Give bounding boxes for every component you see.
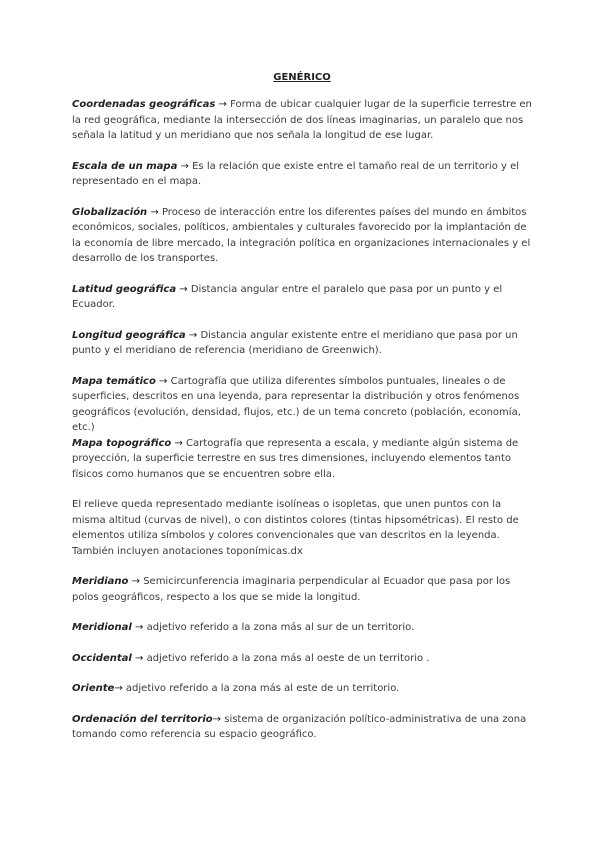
glossary-entry-ordenacion: [72, 712, 532, 743]
glossary-entry-oriente: [72, 681, 532, 697]
entry-term: Globalización: [72, 206, 148, 218]
glossary-entry-coordenadas: [72, 97, 532, 144]
glossary-entry-mapa-topografico: [72, 436, 532, 483]
glossary-entry-meridiano: [72, 574, 532, 605]
entry-term: Occidental: [72, 652, 132, 664]
arrow-icon: →: [179, 283, 188, 295]
entry-definition: adjetivo referido a la zona más al oeste de un territorio .: [146, 652, 430, 664]
arrow-icon: →: [159, 375, 168, 387]
entry-definition: Forma de ubicar cualquier lugar de la superficie terrestre en la red geográfica, mediante la intersección de dos líneas imaginarias, un paralelo que nos señala la latitud y un meridiano que nos señala la longitud de ese lugar.: [72, 99, 532, 141]
arrow-icon: →: [212, 713, 222, 725]
arrow-icon: →: [174, 437, 183, 449]
entry-term: Meridional: [72, 622, 132, 633]
document-page: [72, 72, 532, 758]
arrow-icon: →: [135, 622, 144, 633]
arrow-icon: →: [188, 329, 198, 341]
glossary-entry-mapa-tematico: [72, 374, 532, 436]
arrow-icon: →: [218, 99, 227, 110]
entry-definition: adjetivo referido a la zona más al este de un territorio.: [125, 683, 400, 694]
entry-term: Longitud geográfica: [72, 329, 186, 341]
relieve-paragraph: [72, 497, 532, 559]
entry-term: Coordenadas geográficas: [72, 99, 216, 110]
arrow-icon: →: [131, 576, 140, 587]
entry-definition: Es la relación que existe entre el tamaño real de un territorio y el representado en el mapa.: [72, 160, 520, 187]
entry-definition: adjetivo referido a la zona más al sur de un territorio.: [146, 622, 415, 633]
entry-definition: El relieve queda representado mediante isolíneas o isopletas, que unen puntos con la misma altitud (curvas de nivel), o con distintos colores (tintas hipsométricas). El resto de elementos utiliza símbolos y colores convencionales que van descritos en la leyenda. También incluyen anotaciones toponímicas.dx: [72, 499, 519, 557]
entry-term: Mapa temático: [72, 375, 156, 387]
glossary-entry-occidental: [72, 651, 532, 667]
glossary-entry-longitud: [72, 328, 532, 359]
entry-term: Meridiano: [72, 576, 129, 587]
entry-definition: Proceso de interacción entre los diferentes países del mundo en ámbitos económicos, sociales, políticos, ambientales y culturales favorecido por la implantación de la economía de libre mercado, la integración política en organizaciones internacionales y el desarrollo de los transportes.: [72, 206, 531, 264]
entry-term: Latitud geográfica: [72, 283, 177, 295]
glossary-entry-escala: [72, 159, 532, 190]
glossary-entry-meridional: [72, 620, 532, 636]
arrow-icon: →: [150, 206, 159, 218]
entry-definition: Cartografía que utiliza diferentes símbolos puntuales, lineales o de superficies, descritos en una leyenda, para representar la distribución y otros fenómenos geográficos (evolución, densidad, flujos, etc.) de un tema concreto (población, economía, etc.): [72, 375, 521, 433]
glossary-entry-latitud: [72, 282, 532, 313]
glossary-entry-globalizacion: [72, 205, 532, 267]
entry-definition: Distancia angular entre el paralelo que pasa por un punto y el Ecuador.: [72, 283, 503, 310]
entry-term: Ordenación del territorio: [72, 713, 213, 725]
entry-term: Escala de un mapa: [72, 160, 178, 172]
arrow-icon: →: [180, 160, 189, 172]
entry-definition: Distancia angular existente entre el meridiano que pasa por un punto y el meridiano de referencia (meridiano de Greenwich).: [72, 329, 518, 356]
entry-definition: Cartografía que representa a escala, y mediante algún sistema de proyección, la superficie terrestre en sus tres dimensiones, incluyendo elementos tanto físicos como humanos que se encuentren sobre ella.: [72, 437, 519, 480]
entry-term: Oriente: [72, 683, 115, 694]
entry-definition: sistema de organización político-administrativa de una zona tomando como referencia su espacio geográfico.: [72, 713, 527, 740]
arrow-icon: →: [135, 652, 144, 664]
arrow-icon: →: [114, 683, 123, 694]
page-title: GENÉRICO: [273, 72, 331, 83]
entry-definition: Semicircunferencia imaginaria perpendicular al Ecuador que pasa por los polos geográficos, respecto a los que se mide la longitud.: [72, 576, 511, 603]
entry-term: Mapa topográfico: [72, 437, 172, 449]
